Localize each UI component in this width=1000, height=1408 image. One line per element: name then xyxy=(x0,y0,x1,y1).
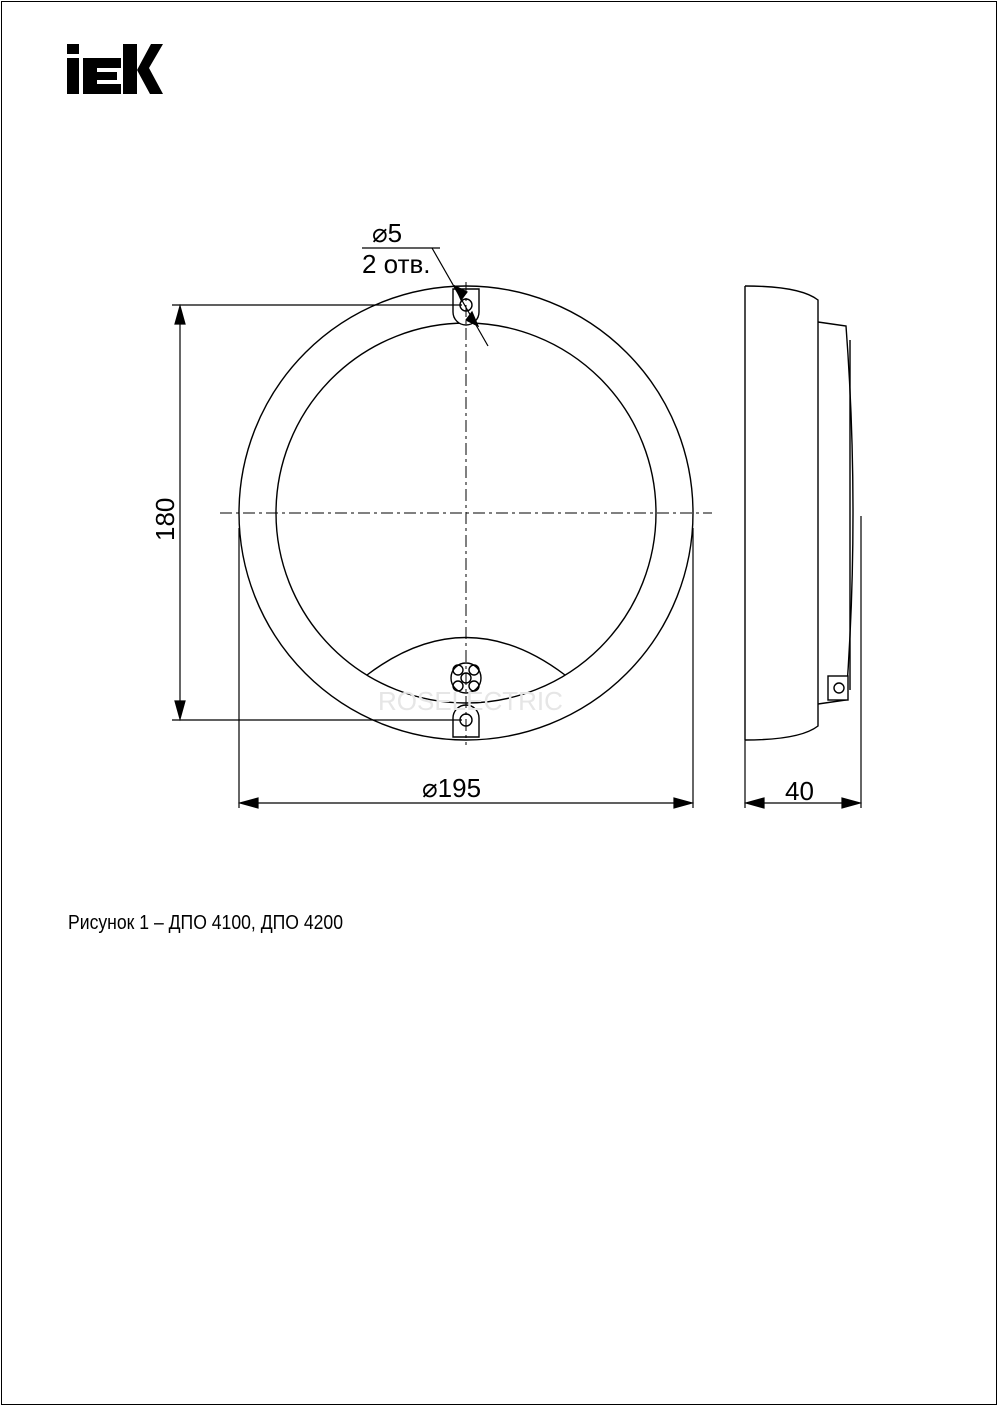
watermark: ROSELECTRIC xyxy=(378,686,563,716)
side-view xyxy=(745,286,853,740)
dim-180-arrow-bottom xyxy=(175,701,185,719)
hole-count-label: 2 отв. xyxy=(362,249,431,279)
hole-diameter-label: ⌀5 xyxy=(372,218,403,248)
dim-40-arrow-left xyxy=(746,798,764,808)
dim-195-arrow-right xyxy=(674,798,692,808)
depth-label: 40 xyxy=(785,776,814,806)
diameter-label: ⌀195 xyxy=(422,773,482,803)
figure-caption: Рисунок 1 – ДПО 4100, ДПО 4200 xyxy=(68,912,344,934)
dim-195-arrow-left xyxy=(240,798,258,808)
height-label: 180 xyxy=(150,497,180,541)
dim-40-arrow-right xyxy=(842,798,860,808)
dim-180-arrow-top xyxy=(175,306,185,324)
